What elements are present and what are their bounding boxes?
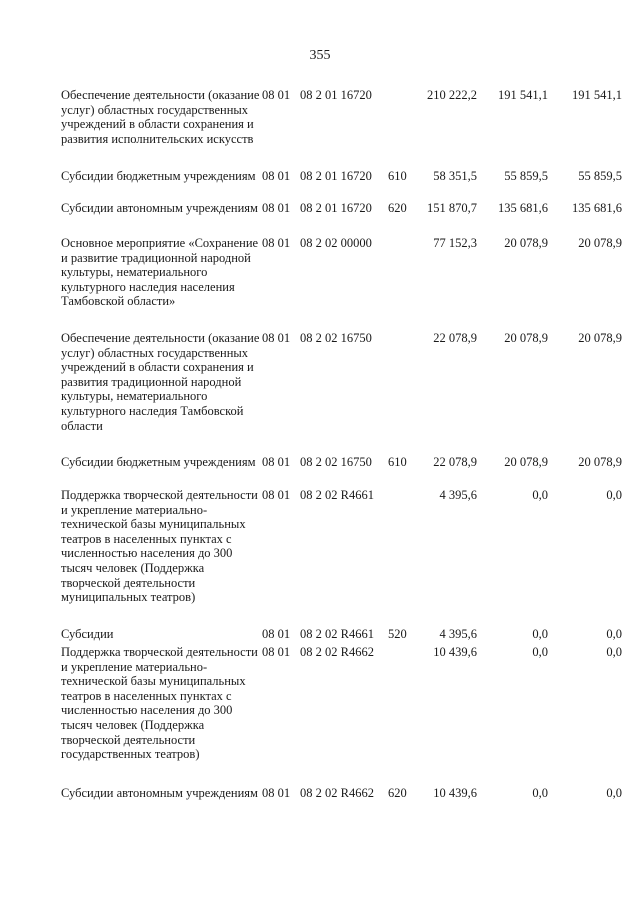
row-value-2: 0,0 xyxy=(532,645,548,659)
row-value-3: 191 541,1 xyxy=(572,88,622,102)
row-value-1: 10 439,6 xyxy=(433,786,477,800)
row-name: Субсидии бюджетным учреждениям xyxy=(61,455,256,469)
row-value-1: 22 078,9 xyxy=(433,455,477,469)
row-target-code: 08 2 01 16720 xyxy=(300,201,372,215)
row-value-2: 55 859,5 xyxy=(504,169,548,183)
row-value-1: 77 152,3 xyxy=(433,236,477,250)
row-target-code: 08 2 02 16750 xyxy=(300,331,372,345)
row-value-3: 0,0 xyxy=(606,645,622,659)
row-section-code: 08 01 xyxy=(262,627,291,641)
row-expense-type: 620 xyxy=(388,201,407,215)
row-target-code: 08 2 02 R4661 xyxy=(300,488,374,502)
row-section-code: 08 01 xyxy=(262,331,291,345)
row-section-code: 08 01 xyxy=(262,645,291,659)
row-section-code: 08 01 xyxy=(262,488,291,502)
row-name: Обеспечение деятельности (оказание услуг) областных государственных учреждений в области сохранения и развития исполнительских искусств xyxy=(61,88,260,146)
row-section-code: 08 01 xyxy=(262,786,291,800)
row-name: Поддержка творческой деятельности и укрепление материально-технической базы муниципальных театров в населенных пунктах с численностью населения до 300 тысяч человек (Поддержка творческой деятельности муниципальных театров) xyxy=(61,488,258,605)
row-value-3: 135 681,6 xyxy=(572,201,622,215)
row-value-2: 135 681,6 xyxy=(498,201,548,215)
row-name: Обеспечение деятельности (оказание услуг) областных государственных учреждений в области сохранения и развития традиционной народной культуры, нематериального культурного наследия Тамбовской области xyxy=(61,331,260,433)
row-target-code: 08 2 02 R4662 xyxy=(300,645,374,659)
row-target-code: 08 2 02 00000 xyxy=(300,236,372,250)
row-target-code: 08 2 01 16720 xyxy=(300,88,372,102)
row-expense-type: 610 xyxy=(388,169,407,183)
row-value-3: 20 078,9 xyxy=(578,455,622,469)
row-expense-type: 620 xyxy=(388,786,407,800)
row-name: Субсидии xyxy=(61,627,114,641)
row-section-code: 08 01 xyxy=(262,169,291,183)
row-name: Основное мероприятие «Сохранение и развитие традиционной народной культуры, нематериального культурного наследия населения Тамбовской области» xyxy=(61,236,259,309)
row-value-3: 55 859,5 xyxy=(578,169,622,183)
row-value-2: 191 541,1 xyxy=(498,88,548,102)
row-section-code: 08 01 xyxy=(262,88,291,102)
row-value-3: 0,0 xyxy=(606,786,622,800)
row-name: Субсидии автономным учреждениям xyxy=(61,786,258,800)
page-number: 355 xyxy=(309,48,331,63)
row-value-1: 22 078,9 xyxy=(433,331,477,345)
row-target-code: 08 2 02 R4661 xyxy=(300,627,374,641)
row-value-1: 10 439,6 xyxy=(433,645,477,659)
row-name: Субсидии автономным учреждениям xyxy=(61,201,258,215)
row-name: Субсидии бюджетным учреждениям xyxy=(61,169,256,183)
row-value-3: 0,0 xyxy=(606,627,622,641)
row-value-2: 20 078,9 xyxy=(504,455,548,469)
row-value-1: 4 395,6 xyxy=(439,488,477,502)
row-value-2: 0,0 xyxy=(532,488,548,502)
row-value-2: 20 078,9 xyxy=(504,331,548,345)
row-name: Поддержка творческой деятельности и укрепление материально-технической базы муниципальных театров в населенных пунктах с численностью населения до 300 тысяч человек (Поддержка творческой деятельности государственных театров) xyxy=(61,645,258,762)
row-expense-type: 610 xyxy=(388,455,407,469)
row-value-3: 20 078,9 xyxy=(578,331,622,345)
row-value-2: 0,0 xyxy=(532,627,548,641)
row-value-2: 0,0 xyxy=(532,786,548,800)
row-value-2: 20 078,9 xyxy=(504,236,548,250)
row-target-code: 08 2 02 16750 xyxy=(300,455,372,469)
row-section-code: 08 01 xyxy=(262,455,291,469)
row-value-1: 58 351,5 xyxy=(433,169,477,183)
row-target-code: 08 2 02 R4662 xyxy=(300,786,374,800)
row-value-1: 210 222,2 xyxy=(427,88,477,102)
row-value-1: 4 395,6 xyxy=(439,627,477,641)
row-target-code: 08 2 01 16720 xyxy=(300,169,372,183)
row-value-3: 0,0 xyxy=(606,488,622,502)
row-value-3: 20 078,9 xyxy=(578,236,622,250)
row-value-1: 151 870,7 xyxy=(427,201,477,215)
row-section-code: 08 01 xyxy=(262,236,291,250)
row-expense-type: 520 xyxy=(388,627,407,641)
row-section-code: 08 01 xyxy=(262,201,291,215)
